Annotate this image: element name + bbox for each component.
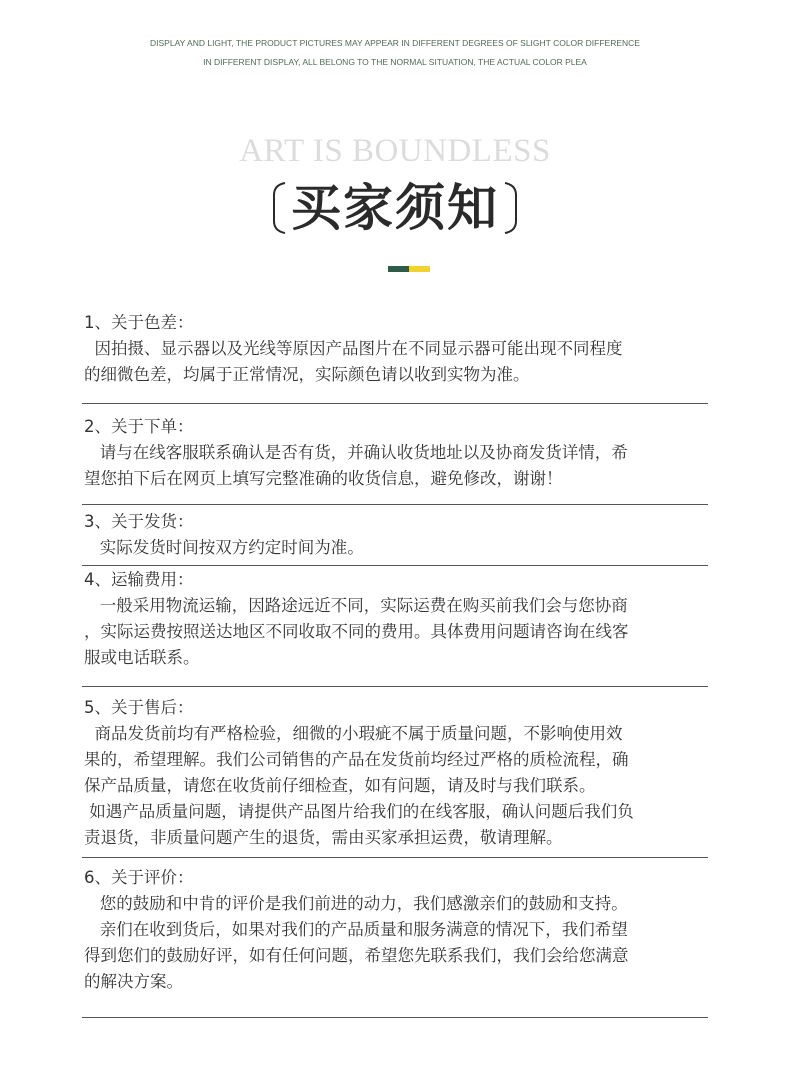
section-title: 3、关于发货： (84, 512, 194, 531)
section-after-sales (84, 695, 704, 851)
divider (82, 686, 708, 687)
section-title: 5、关于售后： (84, 698, 194, 717)
section-line: ，实际运费按照送达地区不同收取不同的费用。具体费用问题请咨询在线客 (84, 622, 629, 641)
section-line: 责退货，非质量问题产生的退货，需由买家承担运费，敬请理解。 (84, 828, 563, 847)
section-line: 一般采用物流运输，因路途远近不同，实际运费在购买前我们会与您协商 (84, 596, 628, 615)
section-title: 6、关于评价： (84, 868, 194, 887)
color-disclaimer-line-2: IN DIFFERENT DISPLAY, ALL BELONG TO THE NORMAL SITUATION, THE ACTUAL COLOR PLEA (203, 57, 587, 67)
divider (82, 1017, 708, 1018)
section-line: 请与在线客服联系确认是否有货，并确认收货地址以及协商发货详情，希 (84, 443, 628, 462)
divider (82, 565, 708, 566)
section-line: 的解决方案。 (84, 972, 183, 991)
section-title: 4、运输费用： (84, 570, 194, 589)
divider (82, 504, 708, 505)
section-line: 如遇产品质量问题，请提供产品图片给我们的在线客服，确认问题后我们负 (84, 802, 634, 821)
section-line: 实际发货时间按双方约定时间为准。 (84, 538, 364, 557)
divider (82, 857, 708, 858)
accent-green (388, 266, 409, 272)
color-disclaimer-line-1: DISPLAY AND LIGHT, THE PRODUCT PICTURES MAY APPEAR IN DIFFERENT DEGREES OF SLIGHT COLOR DIFFERENCE (150, 38, 640, 48)
accent-yellow (409, 266, 430, 272)
section-line: 亲们在收到货后，如果对我们的产品质量和服务满意的情况下，我们希望 (84, 920, 628, 939)
section-line: 保产品质量，请您在收货前仔细检查，如有问题，请及时与我们联系。 (84, 776, 596, 795)
section-line: 商品发货前均有严格检验，细微的小瑕疵不属于质量问题，不影响使用效 (84, 724, 623, 743)
divider (82, 403, 708, 404)
section-ordering (84, 414, 704, 492)
left-bracket-icon (271, 181, 287, 235)
section-title: 2、关于下单： (84, 417, 194, 436)
section-line: 的细微色差，均属于正常情况，实际颜色请以收到实物为准。 (84, 365, 530, 384)
section-color-difference (84, 310, 704, 388)
section-reviews (84, 865, 704, 995)
section-title: 1、关于色差： (84, 313, 194, 332)
section-line: 果的，希望理解。我们公司销售的产品在发货前均经过严格的质检流程，确 (84, 750, 629, 769)
section-line: 得到您们的鼓励好评，如有任何问题，希望您先联系我们，我们会给您满意 (84, 946, 629, 965)
section-line: 您的鼓励和中肯的评价是我们前进的动力，我们感激亲们的鼓励和支持。 (84, 894, 628, 913)
section-line: 服或电话联系。 (84, 648, 200, 667)
right-bracket-icon (503, 181, 519, 235)
section-line: 因拍摄、显示器以及光线等原因产品图片在不同显示器可能出现不同程度 (84, 339, 623, 358)
section-shipping (84, 509, 704, 561)
title-accent-bar (388, 266, 430, 272)
page-subtitle: ART IS BOUNDLESS (239, 133, 551, 169)
page-title: 买家须知 (291, 178, 499, 237)
page-title-block (0, 176, 790, 240)
section-line: 望您拍下后在网页上填写完整准确的收货信息，避免修改，谢谢！ (84, 469, 563, 488)
section-freight-cost (84, 567, 704, 671)
